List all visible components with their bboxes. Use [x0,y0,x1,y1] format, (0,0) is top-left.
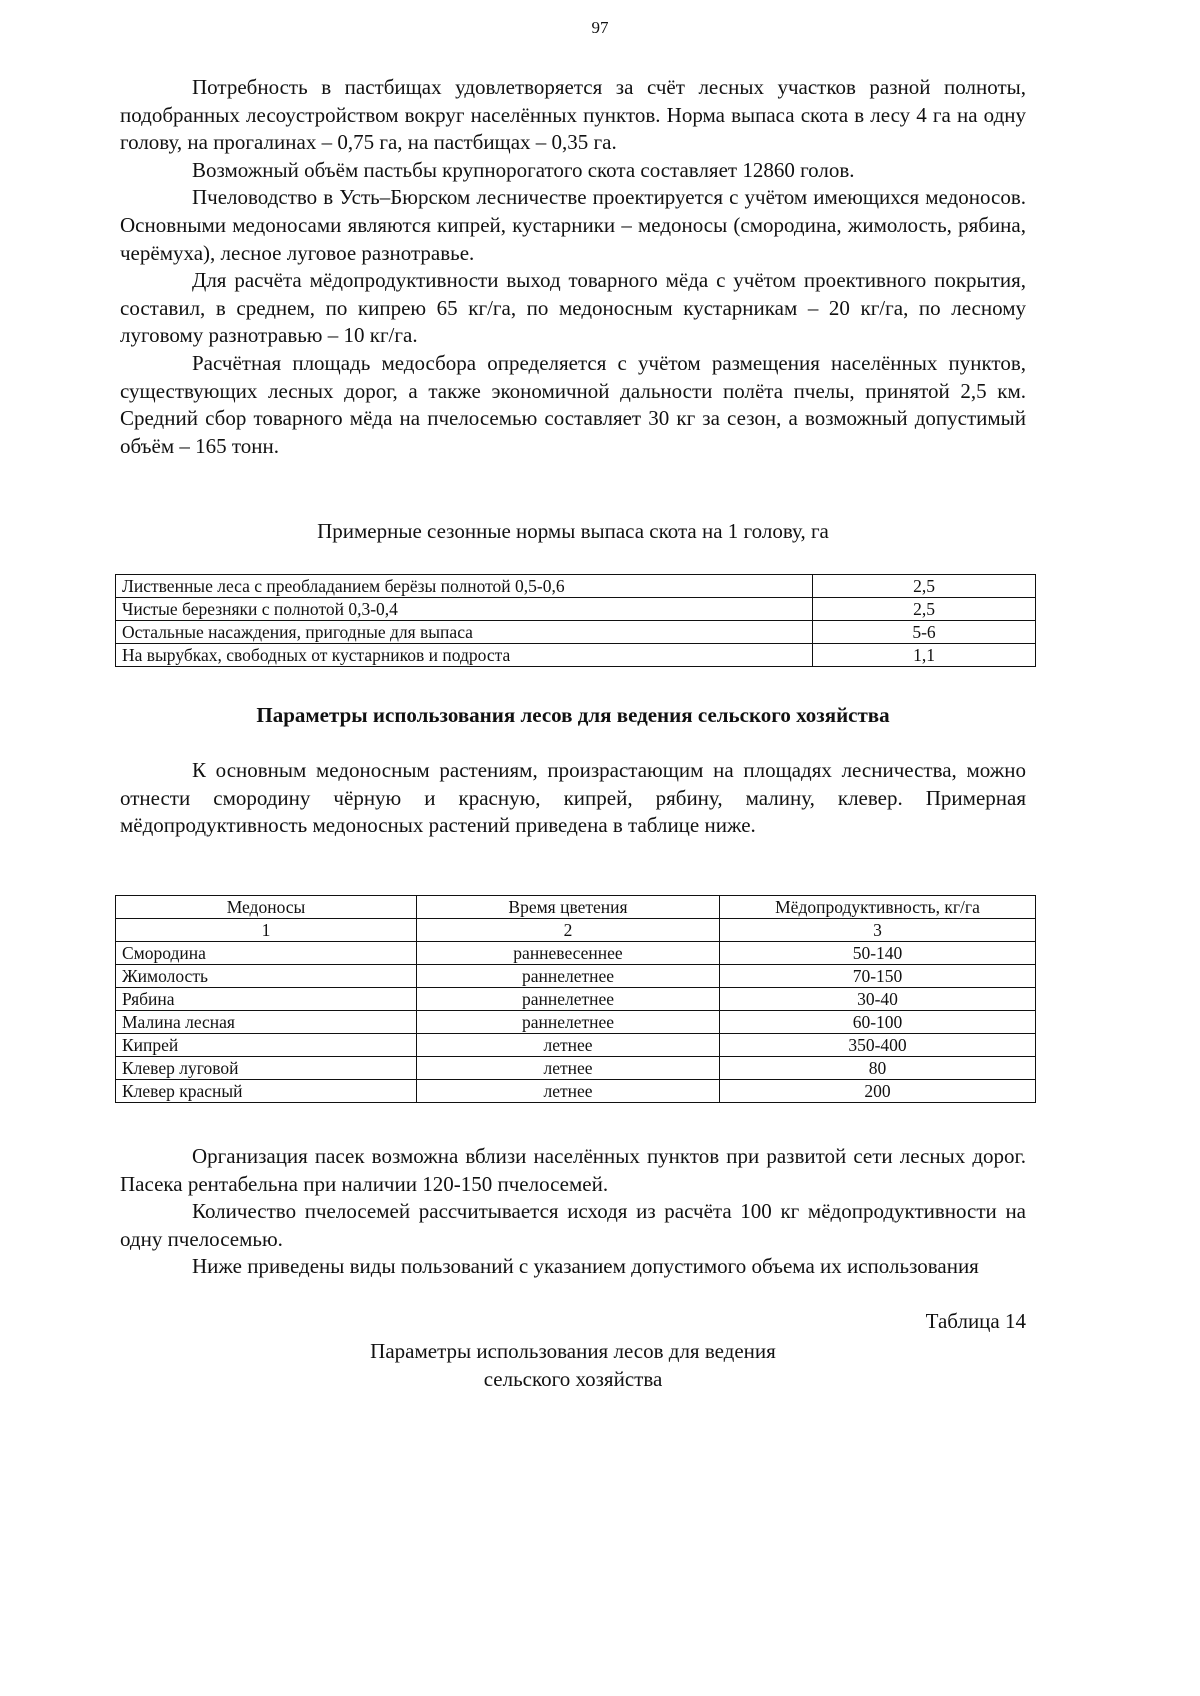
table-row [116,1080,1036,1103]
intro-text [120,74,1026,460]
header-cell: Медоносы [116,896,417,919]
table-row [116,965,1036,988]
table-cell: 2,5 [813,598,1036,621]
table14-caption-line1: Параметры использования лесов для ведения [370,1339,776,1363]
table-cell: Остальные насаждения, пригодные для выпаса [116,621,813,644]
table-cell: 5-6 [813,621,1036,644]
header-cell: Время цветения [417,896,720,919]
table-row [116,1034,1036,1057]
table-cell: 60-100 [720,1011,1036,1034]
paragraph: Организация пасек возможна вблизи населённых пунктов при развитой сети лесных дорог. Пасека рентабельна при наличии 120-150 пчелосемей. [120,1144,1026,1196]
table-cell: 70-150 [720,965,1036,988]
table-cell: Кипрей [116,1034,417,1057]
table-cell: Жимолость [116,965,417,988]
table-cell: ранневесеннее [417,942,720,965]
page-number: 97 [591,18,609,37]
paragraph: Потребность в пастбищах удовлетворяется за счёт лесных участков разной полноты, подобранных лесоустройством вокруг населённых пунктов. Норма выпаса скота в лесу 4 га на одну голову, на прогалинах – 0,75 га, на пастбищах – 0,35 га. [120,75,1026,155]
table14-caption-line2: сельского хозяйства [483,1367,663,1391]
column-number-row [116,919,1036,942]
header-cell: Мёдопродуктивность, кг/га [720,896,1036,919]
table-cell: Малина лесная [116,1011,417,1034]
table-cell: летнее [417,1080,720,1103]
paragraph: Ниже приведены виды пользований с указанием допустимого объема их использования [192,1254,979,1279]
table-cell: 30-40 [720,988,1036,1011]
table-cell: Клевер луговой [116,1057,417,1080]
paragraph: Возможный объём пастьбы крупнорогатого скота составляет 12860 голов. [192,157,855,182]
table-cell: раннелетнее [417,988,720,1011]
table-cell: Клевер красный [116,1080,417,1103]
grazing-norms-table [115,574,1036,667]
table-cell: 1 [116,919,417,942]
table-row [116,1011,1036,1034]
paragraph: К основным медоносным растениям, произрастающим на площадях лесничества, можно отнести смородину чёрную и красную, кипрей, рябину, малину, клевер. Примерная мёдопродуктивность медоносных растений приведена в таблице ниже. [120,758,1026,838]
mid-text [120,757,1026,840]
table-row [116,1057,1036,1080]
table-cell: летнее [417,1034,720,1057]
paragraph: Для расчёта мёдопродуктивности выход товарного мёда с учётом проективного покрытия, составил, в среднем, по кипрею 65 кг/га, по медоносным кустарникам – 20 кг/га, по лесному луговому разнотравью – 10 кг/га. [120,268,1026,348]
honey-plants-table [115,895,1036,1103]
table-cell: 350-400 [720,1034,1036,1057]
table-cell: 2,5 [813,575,1036,598]
table-row [116,644,1036,667]
table-cell: Рябина [116,988,417,1011]
table-cell: Лиственные леса с преобладанием берёзы полнотой 0,5-0,6 [116,575,813,598]
table-cell: 50-140 [720,942,1036,965]
table-cell: 3 [720,919,1036,942]
paragraph: Пчеловодство в Усть–Бюрском лесничестве проектируется с учётом имеющихся медоносов. Основными медоносами являются кипрей, кустарники – медоносы (смородина, жимолость, рябина, черёмуха), лесное луговое разнотравье. [120,185,1026,265]
table-row [116,942,1036,965]
table-cell: Смородина [116,942,417,965]
table-cell: На вырубках, свободных от кустарников и подроста [116,644,813,667]
table-cell: 80 [720,1057,1036,1080]
table-cell: Чистые березняки с полнотой 0,3-0,4 [116,598,813,621]
bottom-text [120,1143,1026,1281]
paragraph: Количество пчелосемей рассчитывается исходя из расчёта 100 кг мёдопродуктивности на одну пчелосемью. [120,1199,1026,1251]
table-cell: раннелетнее [417,1011,720,1034]
table-row [116,575,1036,598]
table-cell: летнее [417,1057,720,1080]
table-row [116,621,1036,644]
table-header-row [116,896,1036,919]
table-label: Таблица 14 [925,1309,1026,1333]
table-row [116,988,1036,1011]
table-cell: раннелетнее [417,965,720,988]
table1-caption: Примерные сезонные нормы выпаса скота на 1 голову, га [317,519,829,543]
table-cell: 1,1 [813,644,1036,667]
table-cell: 200 [720,1080,1036,1103]
table-cell: 2 [417,919,720,942]
table-row [116,598,1036,621]
paragraph: Расчётная площадь медосбора определяется с учётом размещения населённых пунктов, существующих лесных дорог, а также экономичной дальности полёта пчелы, принятой 2,5 км. Средний сбор товарного мёда на пчелосемью составляет 30 кг за сезон, а возможный допустимый объём – 165 тонн. [120,350,1026,458]
section-heading: Параметры использования лесов для ведения сельского хозяйства [256,703,890,727]
